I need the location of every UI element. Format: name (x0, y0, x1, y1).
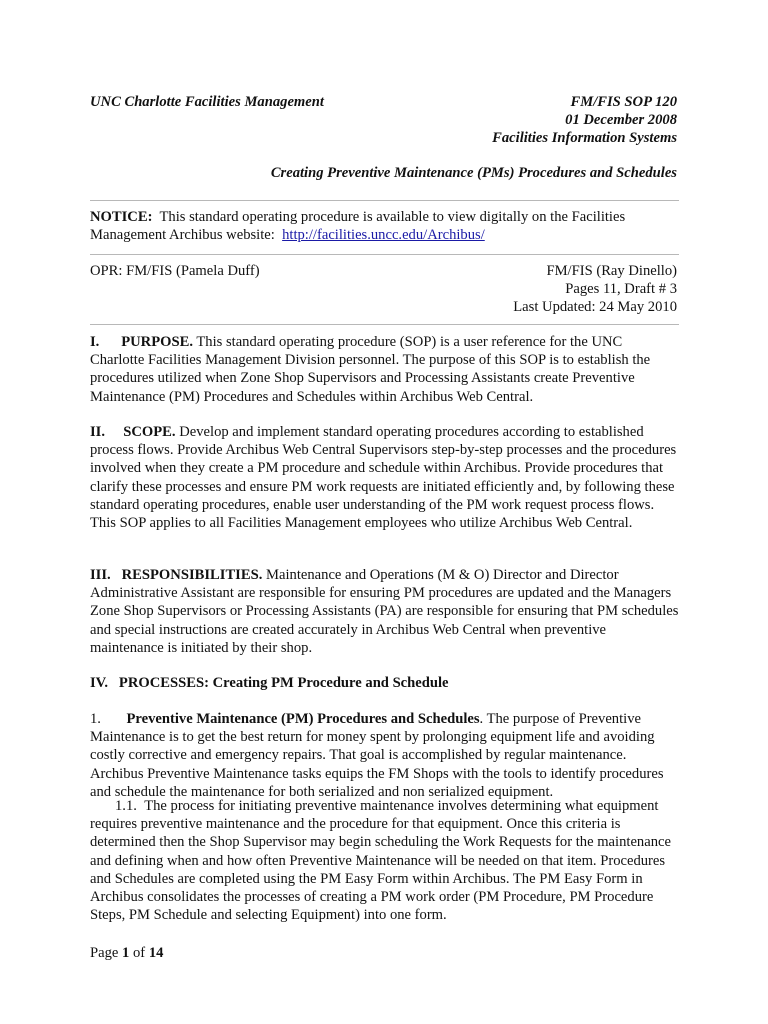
page-current: 1 (122, 945, 130, 961)
item-1-1-text: The process for initiating preventive maintenance involves determining what equipment requires preventive maintenance and the procedure for that equipment. Once this criteria is determined then the Shop Supervisor may begin scheduling the Work Requests for the maintenance and defining when and how often Preventive Maintenance will be needed on that item. Procedures and Schedules are completed using the PM Easy Form within Archibus. The PM Easy Form in Archibus consolidates the processes of creating a PM work order (PM Procedure, PM Procedure Steps, PM Schedule and selecting Equipment) into one form. (90, 798, 671, 924)
item-1-text: . The purpose of Preventive Maintenance is to get the best return for money spent by prolonging equipment life and avoiding costly corrective and emergency repairs. That goal is accomplished by regular maintenance. Archibus Preventive Maintenance tasks equips the FM Shops with the tools to identify procedures and schedule the maintenance for both serialized and non serialized equipment. (90, 711, 664, 800)
opr-details (513, 262, 677, 317)
section-purpose (90, 333, 680, 406)
section-scope (90, 423, 680, 532)
page-label: Page (90, 945, 119, 961)
page-footer (90, 944, 163, 962)
notice-block (90, 208, 680, 244)
org-name: UNC Charlotte Facilities Management (90, 94, 324, 110)
processes-heading: IV. PROCESSES: Creating PM Procedure and Schedule (90, 675, 449, 691)
opr-owner: OPR: FM/FIS (Pamela Duff) (90, 263, 260, 279)
page-total: 14 (148, 945, 164, 961)
section-responsibilities (90, 566, 680, 657)
responsibilities-text: Maintenance and Operations (M & O) Director and Director Administrative Assistant are responsible for ensuring PM procedures are updated and the Managers Zone Shop Supervisors or Processing Assistants (PA) are responsible for ensuring that PM schedules and special instructions are created accurately in Archibus Web Central when preventive maintenance is initiated by their shop. (90, 567, 679, 656)
divider (90, 324, 679, 325)
purpose-text: This standard operating procedure (SOP) is a user reference for the UNC Charlotte Facilities Management Division personnel. The purpose of this SOP is to establish the procedures utilized when Zone Shop Supervisors and Processing Assistants create Preventive Maintenance (PM) Procedures and Schedules within Archibus Web Central. (90, 334, 651, 405)
item-1-1 (90, 797, 680, 924)
doc-header-right (492, 93, 677, 148)
item-1-heading: Preventive Maintenance (PM) Procedures and Schedules (126, 711, 480, 727)
divider (90, 200, 679, 201)
item-1-1-number: 1.1. (115, 798, 137, 814)
doc-department: Facilities Information Systems (492, 130, 677, 147)
page-of-label: of (132, 945, 146, 961)
item-1-number: 1. (90, 711, 101, 727)
notice-text: This standard operating procedure is available to view digitally on the Facilities Management Archibus website: (90, 209, 626, 244)
divider (90, 254, 679, 255)
archibus-link[interactable]: http://facilities.uncc.edu/Archibus/ (282, 227, 485, 244)
responsibilities-heading: III. RESPONSIBILITIES. (90, 567, 263, 583)
purpose-heading: I. PURPOSE. (90, 334, 193, 350)
document-title: Creating Preventive Maintenance (PMs) Procedures and Schedules (270, 165, 677, 181)
opr-contact: FM/FIS (Ray Dinello) (546, 263, 677, 279)
doc-date: 01 December 2008 (565, 112, 677, 129)
notice-label: NOTICE: (90, 209, 153, 225)
page-draft-info: Pages 11, Draft # 3 (565, 281, 677, 298)
doc-number: FM/FIS SOP 120 (570, 94, 677, 110)
scope-heading: II. SCOPE. (90, 424, 176, 440)
last-updated: Last Updated: 24 May 2010 (513, 299, 677, 316)
scope-text: Develop and implement standard operating procedures according to established process flows. Provide Archibus Web Central Supervisors step-by-step processes and the procedures involved when they create a PM procedure and schedule within Archibus. Provide procedures that clarify these processes and ensure PM work requests are initiated efficiently and, by following these standard operating procedures, enable user understanding of the PM work request process flows. This SOP applies to all Facilities Management employees who utilize Archibus Web Central. (90, 424, 677, 532)
item-1 (90, 710, 680, 801)
